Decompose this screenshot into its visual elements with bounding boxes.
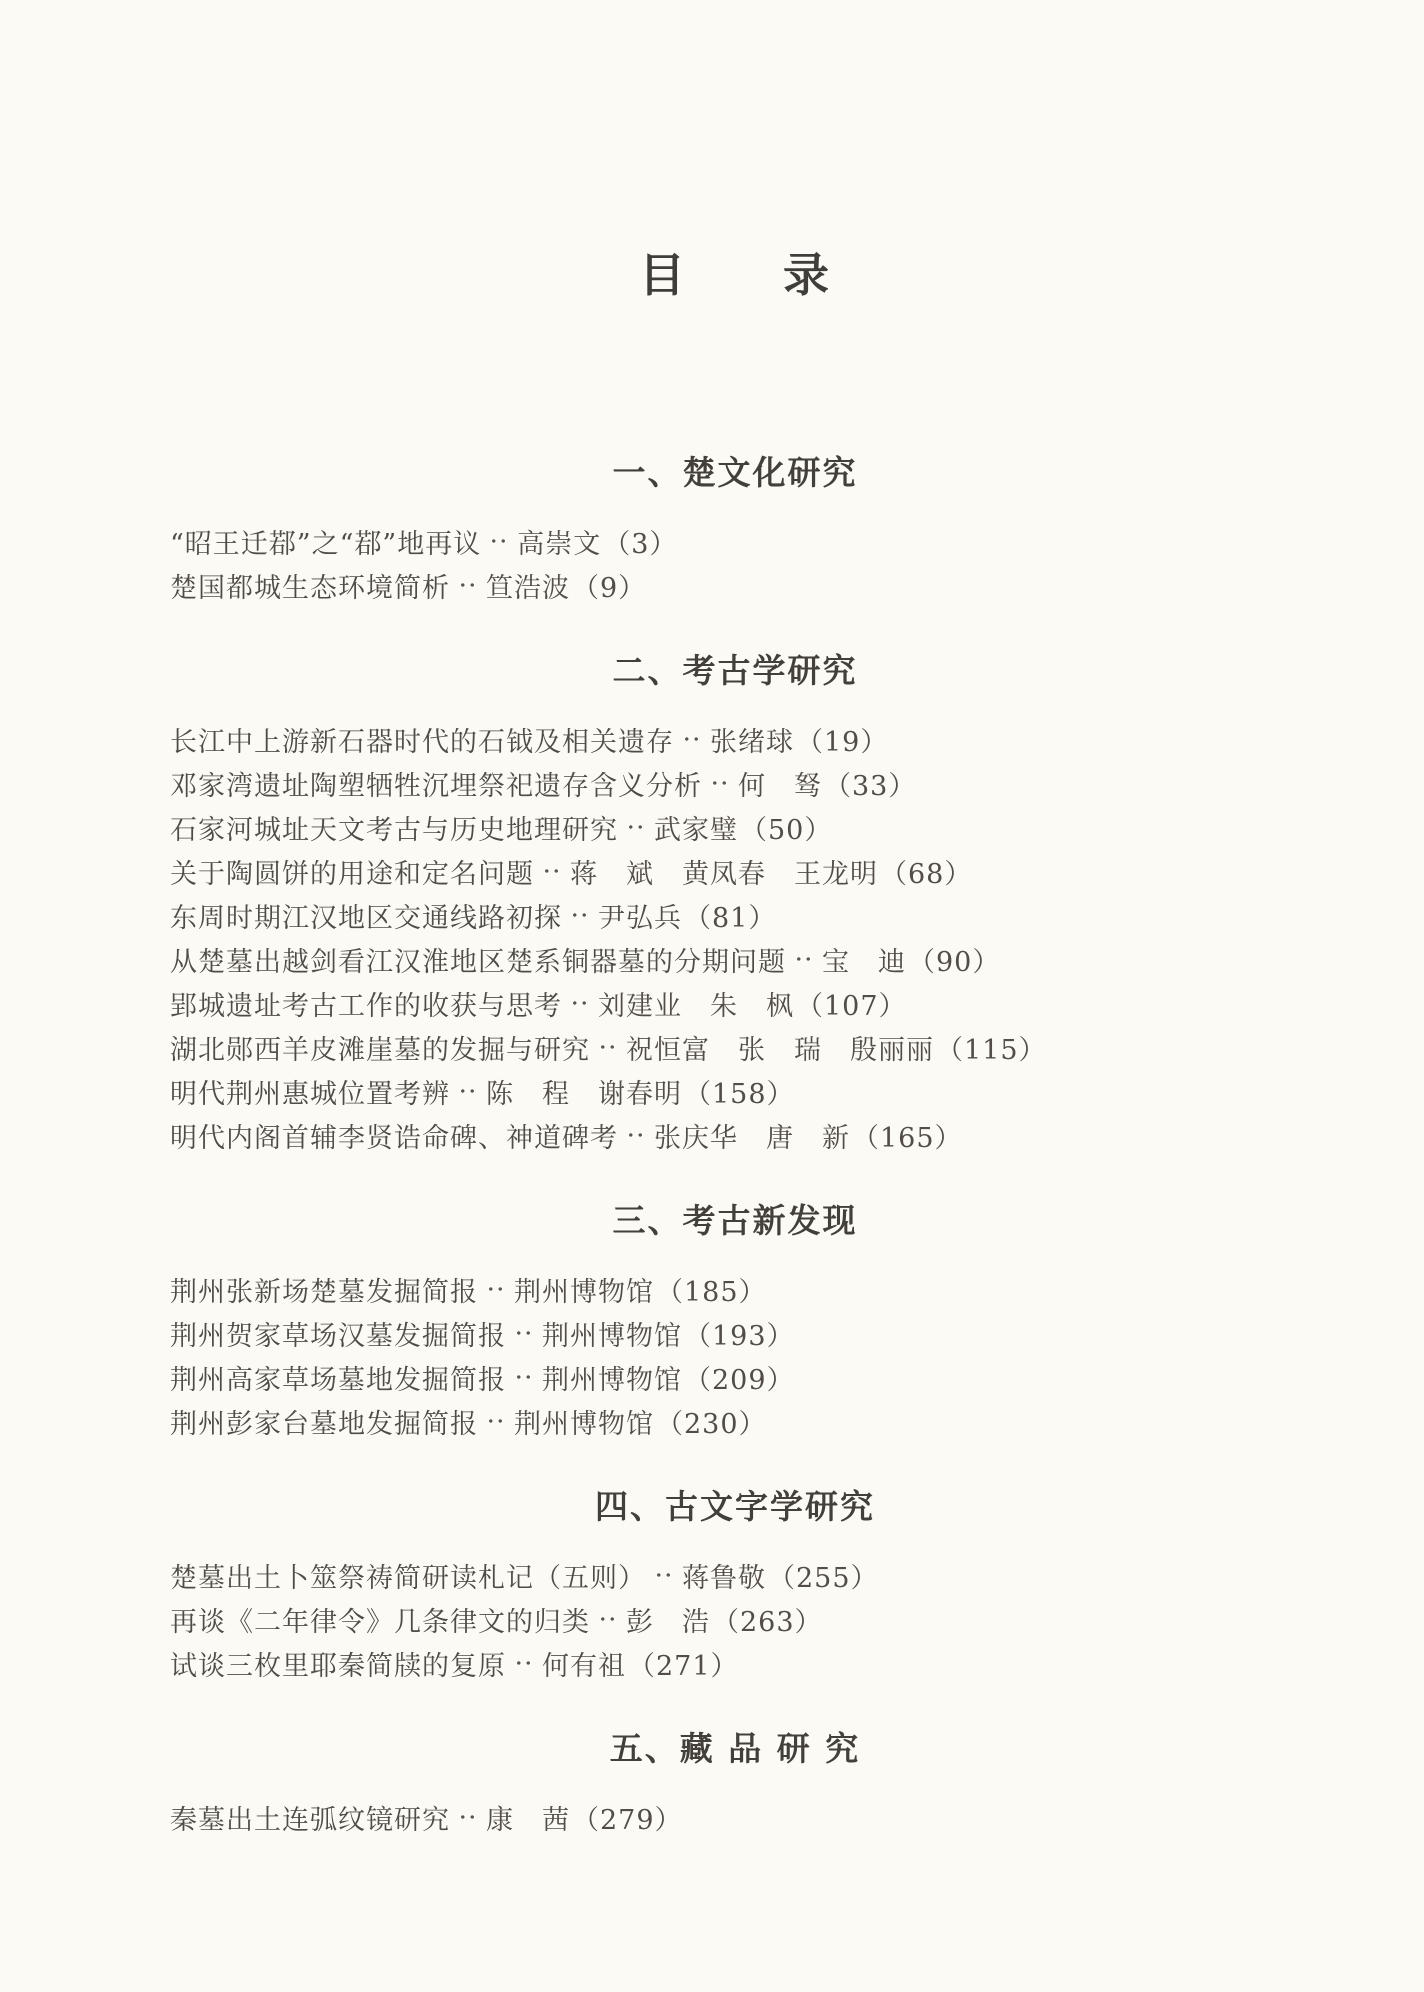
toc-entry [170,849,1300,893]
dot-leader [626,1113,644,1157]
dot-leader [570,981,588,1025]
entry-authors: 荆州博物馆 [514,1408,654,1440]
dot-leader [458,563,476,607]
dot-leader [598,1597,616,1641]
entry-authors: 笪浩波 [486,572,570,604]
toc-sections [170,453,1300,1839]
entry-authors: 何 驽 [738,770,822,802]
entry-page-number: （158） [684,1078,795,1110]
toc-entry [170,1597,1300,1641]
entry-title: 楚国都城生态环境简析 [170,572,450,604]
entry-page-number: （33） [824,770,917,802]
dot-leader [570,893,588,937]
dot-leader [710,761,728,805]
entry-title: 荆州彭家台墓地发掘简报 [170,1408,478,1440]
entry-page-number: （115） [936,1034,1047,1066]
entry-title: 湖北郧西羊皮滩崖墓的发掘与研究 [170,1034,590,1066]
dot-leader [598,1025,616,1069]
dot-leader [626,805,644,849]
dot-leader [458,1069,476,1113]
toc-entry [170,717,1300,761]
entry-page-number: （68） [880,858,973,890]
entry-page-number: （209） [684,1364,795,1396]
entry-page-number: （230） [656,1408,767,1440]
entry-authors: 高崇文 [517,528,602,560]
entry-title: 再谈《二年律令》几条律文的归类 [170,1606,590,1638]
section-entries [170,1553,1300,1685]
toc-entry [170,761,1300,805]
entry-page-number: （3） [603,528,678,560]
entry-authors: 荆州博物馆 [542,1364,682,1396]
entry-title: 关于陶圆饼的用途和定名问题 [170,858,534,890]
entry-title: 秦墓出土连弧纹镜研究 [170,1804,450,1836]
entry-authors: 何有祖 [542,1650,626,1682]
entry-page-number: （9） [572,572,647,604]
entry-page-number: （255） [768,1562,879,1594]
section-entries [170,1795,1300,1839]
dot-leader [654,1553,672,1597]
entry-authors: 蒋鲁敬 [682,1562,766,1594]
section-heading: 一、楚文化研究 [612,453,858,493]
entry-authors: 张庆华 唐 新 [654,1122,850,1154]
entry-page-number: （165） [852,1122,963,1154]
toc-section [170,1487,1300,1685]
toc-section [170,453,1300,607]
dot-leader [514,1355,532,1399]
page-title: 目 录 [639,248,831,302]
entry-page-number: （19） [796,726,889,758]
toc-entry [170,937,1300,981]
toc-section [170,651,1300,1157]
entry-title: 试谈三枚里耶秦简牍的复原 [170,1650,506,1682]
entry-title: 邓家湾遗址陶塑牺牲沉埋祭祀遗存含义分析 [170,770,702,802]
entry-title: 东周时期江汉地区交通线路初探 [170,902,562,934]
entry-authors: 刘建业 朱 枫 [598,990,794,1022]
entry-page-number: （263） [712,1606,823,1638]
dot-leader [514,1641,532,1685]
entry-title: 长江中上游新石器时代的石钺及相关遗存 [170,726,674,758]
dot-leader [486,1267,504,1311]
toc-section [170,1729,1300,1839]
entry-authors: 彭 浩 [626,1606,710,1638]
entry-page-number: （81） [684,902,777,934]
entry-authors: 张绪球 [710,726,794,758]
section-entries [170,519,1300,607]
toc-entry [170,1267,1300,1311]
dot-leader [514,1311,532,1355]
entry-page-number: （107） [796,990,907,1022]
dot-leader [458,1795,476,1839]
section-entries [170,1267,1300,1443]
section-heading: 二、考古学研究 [612,651,858,691]
entry-title: 郢城遗址考古工作的收获与思考 [170,990,562,1022]
entry-page-number: （193） [684,1320,795,1352]
toc-entry [170,1795,1300,1839]
section-heading: 四、古文字学研究 [595,1487,875,1527]
entry-page-number: （279） [572,1804,683,1836]
dot-leader [794,937,812,981]
section-heading: 五、藏 品 研 究 [609,1729,861,1769]
entry-page-number: （90） [908,946,1001,978]
entry-title: 荆州贺家草场汉墓发掘简报 [170,1320,506,1352]
entry-title: “昭王迁鄀”之“鄀”地再议 [170,528,482,560]
toc-entry [170,1311,1300,1355]
toc-entry [170,1553,1300,1597]
entry-page-number: （185） [656,1276,767,1308]
entry-title: 明代荆州惠城位置考辨 [170,1078,450,1110]
entry-title: 从楚墓出越剑看江汉淮地区楚系铜器墓的分期问题 [170,946,786,978]
entry-page-number: （50） [740,814,833,846]
toc-entry [170,563,1300,607]
toc-entry [170,1399,1300,1443]
entry-title: 楚墓出土卜筮祭祷简研读札记（五则） [170,1562,646,1594]
section-heading: 三、考古新发现 [612,1201,858,1241]
section-entries [170,717,1300,1157]
dot-leader [486,1399,504,1443]
toc-entry [170,1355,1300,1399]
toc-entry [170,981,1300,1025]
entry-authors: 荆州博物馆 [514,1276,654,1308]
entry-authors: 陈 程 谢春明 [486,1078,682,1110]
dot-leader [682,717,700,761]
dot-leader [542,849,560,893]
toc-entry [170,805,1300,849]
entry-authors: 荆州博物馆 [542,1320,682,1352]
toc-entry [170,1113,1300,1157]
entry-authors: 祝恒富 张 瑞 殷丽丽 [626,1034,934,1066]
entry-authors: 尹弘兵 [598,902,682,934]
entry-authors: 蒋 斌 黄凤春 王龙明 [570,858,878,890]
entry-title: 石家河城址天文考古与历史地理研究 [170,814,618,846]
entry-page-number: （271） [628,1650,739,1682]
entry-authors: 武家璧 [654,814,738,846]
toc-entry [170,519,1300,563]
toc-entry [170,1025,1300,1069]
toc-entry [170,893,1300,937]
toc-entry [170,1641,1300,1685]
entry-title: 明代内阁首辅李贤诰命碑、神道碑考 [170,1122,618,1154]
dot-leader [489,519,507,563]
toc-section [170,1201,1300,1443]
entry-title: 荆州高家草场墓地发掘简报 [170,1364,506,1396]
entry-title: 荆州张新场楚墓发掘简报 [170,1276,478,1308]
entry-authors: 康 茜 [486,1804,570,1836]
toc-entry [170,1069,1300,1113]
entry-authors: 宝 迪 [822,946,906,978]
